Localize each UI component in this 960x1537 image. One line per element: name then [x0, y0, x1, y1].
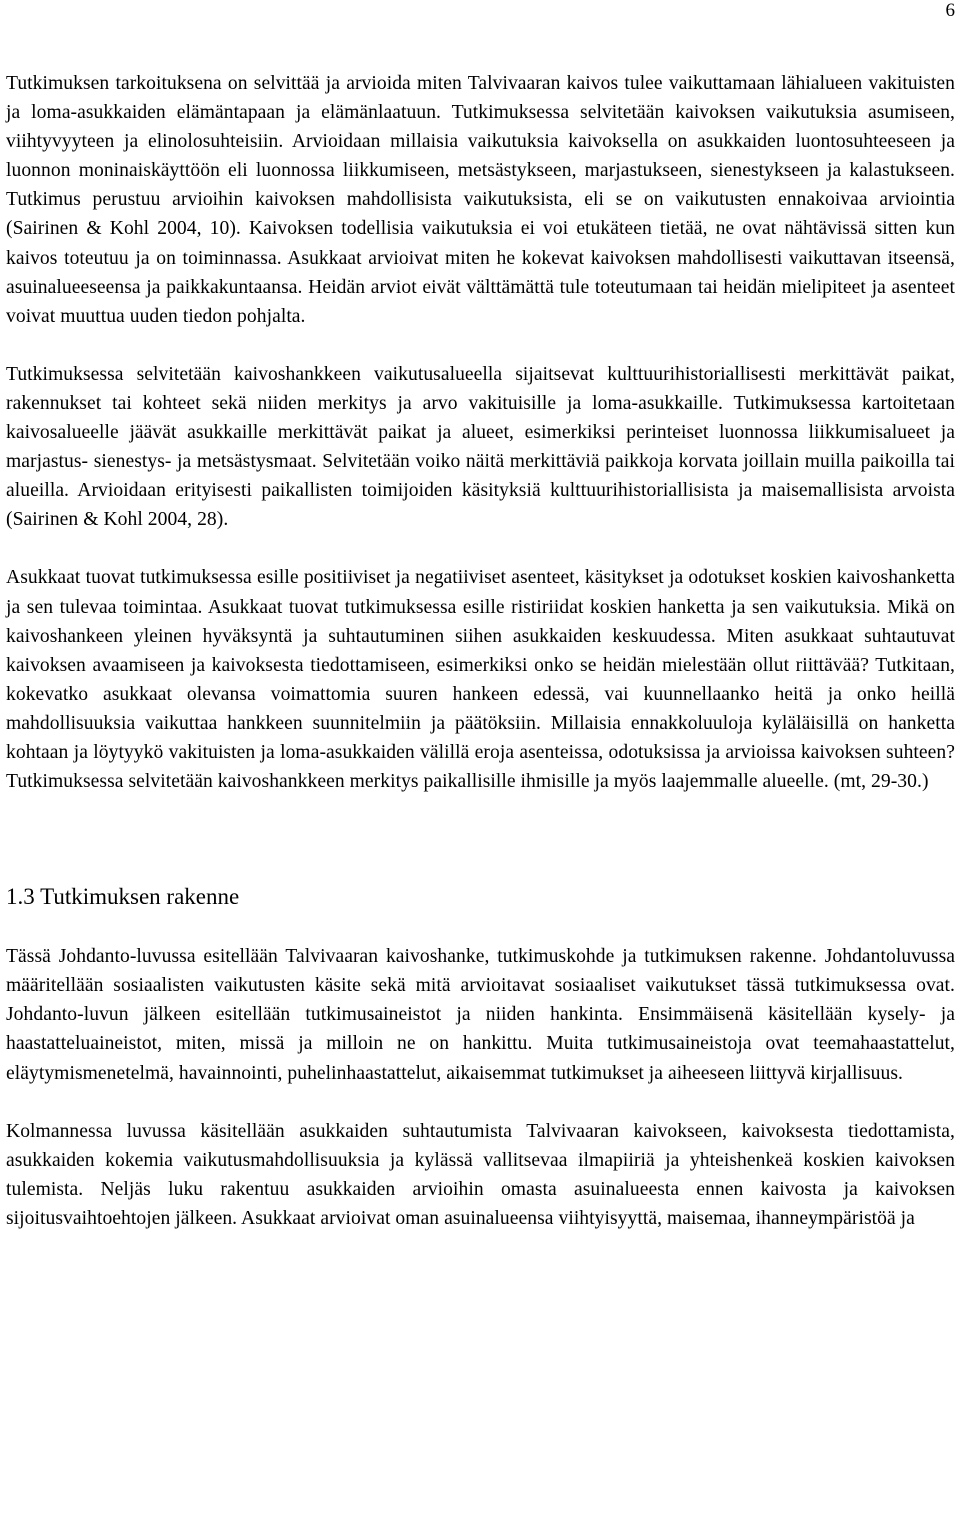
paragraph-resident-attitudes: Asukkaat tuovat tutkimuksessa esille positiiviset ja negatiiviset asenteet, käsitykset ja odotukset koskien kaivoshanketta ja sen tulevaa toimintaa. Asukkaat tuovat tutkimuksessa esille ristiriidat koskien hanketta ja sen vaikutuksia. Mikä on kaivoshankeen yleinen hyväksyntä ja suhtautuminen siihen asukkaiden keskuudessa. Miten asukkaat suhtautuvat kaivoksen avaamiseen ja kaivoksesta tiedottamiseen, esimerkiksi onko se heidän mielestään ollut riittävää? Tutkitaan, kokevatko asukkaat olevansa voimattomia suuren hankeen edessä, vai kuunnellaanko heitä ja onko heillä mahdollisuuksia vaikuttaa hankkeen suunnitelmiin ja päätöksiin. Millaisia ennakkoluuloja kyläläisillä on hanketta kohtaan ja löytyykö vakituisten ja loma-asukkaiden välillä eroja asenteissa, odotuksissa ja arvioissa kaivoksen suhteen? Tutkimuksessa selvitetään kaivoshankkeen merkitys paikallisille ihmisille ja myös laajemmalle alueelle. (mt, 29-30.) — [6, 567, 955, 793]
section-heading: 1.3 Tutkimuksen rakenne — [6, 884, 240, 910]
paragraph-cultural-heritage: Tutkimuksessa selvitetään kaivoshankkeen vaikutusalueella sijaitsevat kulttuurihistoriallisesti merkittävät paikat, rakennukset tai kohteet sekä niiden merkitys ja arvo vakituisille ja loma-asukkaille. Tutkimuksessa kartoitetaan kaivosalueelle jäävät asukkaille merkittävät paikat ja alueet, esimerkiksi perinteiset luonnossa liikkumisalueet ja marjastus- sienestys- ja metsästysmaat. Selvitetään voiko näitä merkittäviä paikkoja korvata joillain muilla paikoilla tai alueilla. Arvioidaan erityisesti paikallisten toimijoiden käsityksiä kulttuurihistoriallisista ja maisemallisista arvoista (Sairinen & Kohl 2004, 28). — [6, 363, 955, 531]
page-number: 6 — [945, 0, 955, 21]
paragraph-chapter-three: Kolmannessa luvussa käsitellään asukkaiden suhtautumista Talvivaaran kaivokseen, kaivoksesta tiedottamista, asukkaiden kokemia vaikutusmahdollisuuksia ja kylässä vallitsevaa ilmapiiriä ja yhteishenkeä koskien kaivoksen tulemista. Neljäs luku rakentuu asukkaiden arvioihin omasta asuinalueesta ennen kaivosta ja kaivoksen sijoitusvaihtoehtojen jälkeen. Asukkaat arvioivat oman asuinalueensa viihtyisyyttä, maisemaa, ihanneympäristöä ja — [6, 1120, 955, 1229]
paragraph-purpose: Tutkimuksen tarkoituksena on selvittää ja arvioida miten Talvivaaran kaivos tulee vaikuttamaan lähialueen vakituisten ja loma-asukkaiden elämäntapaan ja elämänlaatuun. Tutkimuksessa selvitetään kaivoksen vaikutuksia asumiseen, viihtyvyyteen ja elinolosuhteisiin. Arvioidaan millaisia vaikutuksia kaivoksella on asukkaiden luontosuhteeseen ja luonnon moninaiskäyttöön eli luonnossa liikkumiseen, metsästykseen, marjastukseen, sienestykseen ja kalastukseen. Tutkimus perustuu arvioihin kaivoksen mahdollisista vaikutuksista, eli se on vaikutusten ennakoivaa arviointia (Sairinen & Kohl 2004, 10). Kaivoksen todellisia vaikutuksia ei voi etukäteen tietää, ne ovat nähtävissä sitten kun kaivos toteutuu ja on toiminnassa. Asukkaat arvioivat miten he kokevat kaivoksen mahdollisesti vaikuttavan itseensä, asuinalueeseensa ja paikkakuntaansa. Heidän arviot eivät välttämättä tule toteutumaan tai heidän mielipiteet ja asenteet voivat muuttua uuden tiedon pohjalta. — [6, 73, 955, 327]
document-body — [6, 69, 955, 1233]
paragraph-introduction-chapter: Tässä Johdanto-luvussa esitellään Talvivaaran kaivoshanke, tutkimuskohde ja tutkimuksen rakenne. Johdantoluvussa määritellään sosiaalisten vaikutusten käsite sekä mitä arvioitavat sosiaaliset vaikutukset tässä tutkimuksessa ovat. Johdanto-luvun jälkeen esitellään tutkimusaineistot ja niiden hankinta. Ensimmäisenä käsitellään kysely- ja haastatteluaineistot, miten, missä ja milloin ne on hankittu. Muita tutkimusaineistoja ovat teemahaastattelut, eläytymismenetelmä, havainnointi, puhelinhaastattelut, aikaisemmat tutkimukset ja aiheeseen liittyvä kirjallisuus. — [6, 946, 955, 1084]
